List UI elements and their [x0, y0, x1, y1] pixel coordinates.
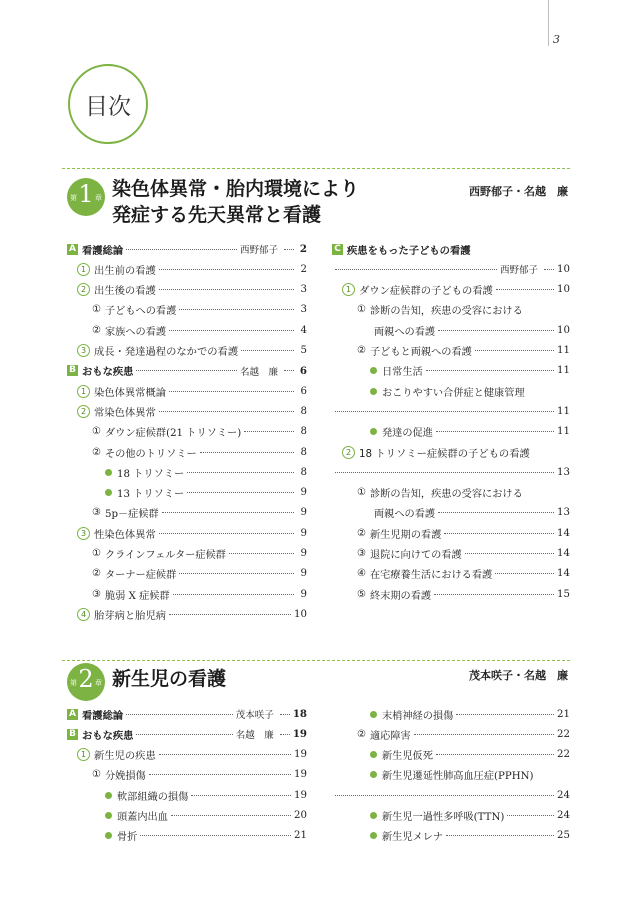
circled-number-badge: 1	[77, 748, 90, 761]
leader-dots	[335, 795, 554, 796]
toc-entry[interactable]	[67, 566, 307, 582]
chapter-2-badge	[67, 663, 105, 701]
entry-label: 疾患をもった子どもの看護	[347, 244, 471, 257]
chapter-1-rule	[62, 168, 570, 169]
item-number: ②	[92, 568, 101, 580]
entry-label: 看護総論	[82, 709, 124, 722]
leader-dots	[465, 553, 554, 554]
toc-entry[interactable]	[332, 787, 570, 803]
toc-entry[interactable]	[332, 322, 570, 338]
item-number: ②	[357, 345, 366, 356]
leader-dots	[475, 350, 554, 351]
circled-number-badge: 1	[77, 263, 90, 276]
bullet-dot-icon	[105, 489, 112, 496]
entry-page: 14	[557, 568, 570, 580]
entry-label: 脆弱 X 症候群	[104, 590, 170, 602]
entry-page: 8	[300, 466, 307, 478]
chapter-1-badge	[67, 178, 105, 216]
entry-label: 18 トリソミー	[117, 468, 185, 480]
entry-page: 15	[557, 588, 570, 600]
entry-label: おもな疾患	[82, 729, 134, 742]
chapter-1-authors: 西野郁子・名越 廉	[469, 185, 568, 198]
chapter-1	[62, 168, 572, 623]
leader-dots	[179, 573, 294, 574]
leader-dots	[187, 492, 294, 493]
bullet-dot-icon	[370, 771, 377, 778]
toc-entry[interactable]	[67, 726, 307, 742]
leader-dots	[284, 249, 294, 250]
toc-entry[interactable]	[332, 767, 570, 783]
bullet-dot-icon	[370, 388, 377, 395]
entry-page: 11	[557, 345, 570, 356]
entry-page: 9	[300, 507, 307, 519]
bullet-dot-icon	[370, 367, 377, 374]
leader-dots	[149, 774, 291, 775]
leader-dots	[495, 573, 554, 574]
leader-dots	[414, 734, 554, 735]
toc-entry[interactable]	[332, 808, 570, 824]
entry-label: 新生児遷延性肺高血圧症(PPHN)	[382, 771, 534, 783]
header-rule	[548, 0, 549, 46]
entry-label: おこりやすい合併症と健康管理	[382, 387, 525, 399]
leader-dots	[187, 472, 294, 473]
circled-number-badge: 3	[77, 527, 90, 540]
entry-page: 8	[300, 426, 307, 438]
toc-entry[interactable]	[67, 261, 307, 277]
toc-entry[interactable]	[332, 444, 570, 460]
toc-entry[interactable]	[332, 343, 570, 359]
toc-entry[interactable]	[67, 322, 307, 338]
section-letter-badge: C	[332, 244, 343, 255]
leader-dots	[191, 795, 291, 796]
toc-entry[interactable]	[332, 464, 570, 480]
toc-entry[interactable]	[67, 241, 307, 257]
leader-dots	[179, 309, 294, 310]
toc-entry[interactable]	[332, 828, 570, 844]
entry-page: 8	[300, 405, 307, 417]
section-letter-badge: A	[67, 244, 78, 255]
toc-entry[interactable]	[67, 424, 307, 440]
bullet-dot-icon	[370, 428, 377, 435]
toc-entry[interactable]	[67, 747, 307, 763]
toc-entry[interactable]	[332, 505, 570, 521]
toc-title-text: 目次	[85, 93, 131, 120]
section-letter-badge: B	[67, 365, 78, 376]
chapter-dai-label: 第	[70, 679, 77, 687]
leader-dots	[159, 411, 294, 412]
leader-dots	[544, 269, 554, 270]
entry-label: 新生児メレナ	[382, 832, 444, 844]
entry-label: 退院に向けての看護	[369, 550, 462, 561]
section-letter-badge: B	[67, 729, 78, 740]
leader-dots	[229, 553, 294, 554]
chapter-sho-label: 章	[95, 194, 102, 202]
entry-page: 13	[557, 466, 570, 478]
toc-entry[interactable]	[67, 828, 307, 844]
entry-page: 19	[294, 789, 307, 801]
bullet-dot-icon	[370, 751, 377, 758]
entry-label: クラインフェルター症候群	[104, 550, 226, 561]
entry-label: 13 トリソミー	[117, 489, 185, 501]
chapter-2-authors: 茂本咲子・名越 廉	[469, 669, 568, 682]
entry-label: 看護総論	[82, 244, 124, 257]
entry-page: 10	[294, 608, 307, 620]
bullet-dot-icon	[105, 792, 112, 799]
section-letter-badge: A	[67, 709, 78, 720]
entry-label: 診断の告知，疾患の受容における	[369, 489, 523, 501]
entry-page: 14	[557, 548, 570, 559]
entry-page: 24	[557, 789, 570, 801]
item-number: ⑤	[357, 588, 366, 600]
item-number: ②	[357, 728, 366, 740]
circled-number-badge: 2	[77, 283, 90, 296]
bullet-dot-icon	[370, 711, 377, 718]
item-number: ④	[357, 568, 366, 580]
toc-entry[interactable]	[67, 787, 307, 803]
item-number: ①	[92, 769, 101, 781]
entry-label: 分娩損傷	[104, 771, 146, 783]
toc-entry[interactable]	[67, 383, 307, 399]
entry-label: 頭蓋内出血	[117, 812, 168, 823]
leader-dots	[434, 594, 554, 595]
entry-page: 21	[294, 830, 307, 842]
chapter-title-line: 新生児の看護	[112, 668, 227, 690]
entry-label: 終末期の看護	[369, 590, 432, 602]
bullet-dot-icon	[370, 812, 377, 819]
leader-dots	[241, 350, 294, 351]
toc-entry[interactable]	[332, 302, 570, 318]
entry-page: 19	[294, 749, 307, 761]
entry-label: 両親への看護	[374, 509, 436, 521]
toc-entry[interactable]	[332, 363, 570, 379]
leader-dots	[438, 330, 554, 331]
leader-dots	[438, 512, 554, 513]
entry-label: 新生児期の看護	[369, 529, 442, 541]
toc-entry[interactable]	[67, 546, 307, 562]
entry-label: 日常生活	[382, 367, 423, 379]
item-number: ③	[92, 507, 101, 519]
entry-label: 適応障害	[369, 730, 411, 742]
entry-label: 家族への看護	[104, 326, 167, 338]
bullet-dot-icon	[105, 832, 112, 839]
entry-page: 22	[557, 728, 570, 740]
toc-entry[interactable]	[332, 566, 570, 582]
entry-label: 18 トリソミー症候群の子どもの看護	[359, 447, 530, 460]
chapter-1-title	[112, 176, 359, 228]
toc-entry[interactable]	[67, 444, 307, 460]
entry-label: 染色体異常概論	[94, 386, 167, 399]
toc-entry[interactable]	[332, 546, 570, 562]
entry-label: 常染色体異常	[94, 406, 156, 419]
entry-page: 24	[557, 810, 570, 821]
entry-label: 胎芽病と胎児病	[94, 609, 167, 622]
bullet-dot-icon	[105, 469, 112, 476]
entry-label: その他のトリソミー	[104, 448, 197, 460]
toc-entry[interactable]	[67, 586, 307, 602]
leader-dots	[169, 614, 291, 615]
entry-label: 性染色体異常	[94, 528, 156, 541]
chapter-title-line: 染色体異常・胎内環境により	[112, 178, 360, 200]
entry-label: 診断の告知，疾患の受容における	[369, 306, 523, 318]
toc-title	[68, 64, 148, 144]
entry-label: 軟部組織の損傷	[117, 791, 189, 803]
leader-dots	[171, 815, 291, 816]
entry-page: 21	[557, 708, 570, 720]
leader-dots	[335, 472, 554, 473]
entry-page: 10	[557, 284, 570, 296]
entry-page: 9	[300, 568, 307, 580]
toc-entry[interactable]	[67, 363, 307, 379]
entry-page: 6	[299, 364, 307, 377]
entry-page: 18	[292, 708, 307, 720]
leader-dots	[280, 734, 290, 735]
chapter-number: 1	[78, 180, 94, 208]
leader-dots	[159, 289, 294, 290]
toc-entry[interactable]	[67, 485, 307, 501]
entry-label: 新生児一過性多呼吸(TTN)	[382, 812, 505, 823]
leader-dots	[169, 391, 294, 392]
toc-entry[interactable]	[67, 808, 307, 824]
entry-label: ダウン症候群の子どもの看護	[359, 285, 493, 298]
entry-page: 2	[299, 243, 307, 255]
leader-dots	[426, 370, 554, 371]
leader-dots	[169, 330, 294, 331]
circled-number-badge: 1	[77, 385, 90, 398]
toc-entry[interactable]	[67, 343, 307, 359]
leader-dots	[126, 714, 233, 715]
entry-author: 西野郁子	[500, 265, 539, 277]
chapter-sho-label: 章	[95, 679, 102, 687]
entry-label: 在宅療養生活における看護	[369, 570, 493, 582]
circled-number-badge: 1	[342, 283, 355, 296]
entry-page: 11	[557, 405, 570, 417]
entry-page: 14	[557, 527, 570, 539]
chapter-title-line: 発症する先天異常と看護	[112, 204, 322, 226]
entry-author: 名越 廉	[235, 730, 274, 742]
item-number: ①	[92, 426, 101, 438]
toc-entry[interactable]	[332, 403, 570, 419]
leader-dots	[136, 370, 237, 371]
chapter-2-rule	[62, 660, 570, 661]
leader-dots	[162, 512, 294, 513]
item-number: ②	[92, 324, 101, 336]
circled-number-badge: 3	[77, 344, 90, 357]
toc-entry[interactable]	[332, 485, 570, 501]
entry-label: 子どもへの看護	[104, 306, 177, 318]
leader-dots	[244, 431, 294, 432]
chapter-dai-label: 第	[70, 194, 77, 202]
leader-dots	[444, 533, 554, 534]
toc-entry[interactable]	[67, 706, 307, 722]
leader-dots	[173, 594, 294, 595]
entry-page: 2	[300, 263, 307, 275]
item-number: ②	[357, 527, 366, 539]
entry-label: 骨折	[117, 832, 138, 844]
entry-label: 出生前の看護	[94, 264, 156, 277]
leader-dots	[507, 815, 554, 816]
entry-page: 4	[300, 324, 307, 336]
bullet-dot-icon	[105, 812, 112, 819]
item-number: ①	[92, 304, 101, 316]
entry-label: 子どもと両親への看護	[369, 347, 472, 358]
leader-dots	[126, 249, 237, 250]
entry-page: 25	[557, 830, 570, 842]
item-number: ③	[92, 588, 101, 600]
entry-page: 8	[300, 446, 307, 458]
circled-number-badge: 4	[77, 608, 90, 621]
toc-entry[interactable]	[67, 302, 307, 318]
entry-label: 新生児仮死	[382, 751, 433, 763]
entry-page: 19	[294, 769, 307, 781]
toc-entry[interactable]	[67, 606, 307, 622]
leader-dots	[159, 754, 291, 755]
leader-dots	[335, 411, 554, 412]
entry-page: 9	[300, 588, 307, 600]
leader-dots	[140, 835, 291, 836]
leader-dots	[436, 754, 554, 755]
chapter-2-title	[112, 666, 226, 692]
toc-entry[interactable]	[67, 767, 307, 783]
toc-entry[interactable]	[67, 282, 307, 298]
entry-page: 6	[300, 385, 307, 397]
leader-dots	[200, 452, 294, 453]
item-number: ①	[357, 304, 366, 316]
toc-entry[interactable]	[332, 261, 570, 277]
entry-author: 西野郁子	[239, 245, 278, 256]
entry-label: 新生児の疾患	[94, 750, 156, 763]
leader-dots	[446, 835, 554, 836]
toc-entry[interactable]	[67, 525, 307, 541]
item-number: ①	[357, 487, 366, 499]
bullet-dot-icon	[370, 832, 377, 839]
toc-entry[interactable]	[332, 282, 570, 298]
toc-entry[interactable]	[332, 747, 570, 763]
leader-dots	[335, 269, 497, 270]
entry-label: おもな疾患	[82, 366, 134, 379]
entry-page: 11	[557, 426, 570, 438]
leader-dots	[159, 533, 294, 534]
entry-page: 13	[557, 507, 570, 519]
entry-page: 3	[300, 284, 307, 296]
entry-page: 20	[294, 810, 307, 821]
entry-page: 9	[300, 527, 307, 539]
entry-page: 9	[300, 548, 307, 559]
entry-page: 22	[557, 749, 570, 761]
chapter-number: 2	[78, 665, 94, 693]
toc-entry[interactable]	[332, 424, 570, 440]
entry-page: 3	[300, 304, 307, 316]
toc-entry[interactable]	[332, 241, 570, 257]
entry-author: 茂本咲子	[235, 710, 274, 721]
toc-entry[interactable]	[332, 726, 570, 742]
entry-label: 成長・発達過程のなかでの看護	[94, 346, 239, 358]
entry-label: 両親への看護	[374, 326, 436, 338]
toc-entry[interactable]	[332, 525, 570, 541]
entry-label: 出生後の看護	[94, 285, 156, 298]
entry-label: 5p－症候群	[104, 509, 159, 521]
entry-label: 発達の促進	[382, 428, 433, 440]
entry-label: ターナー症候群	[104, 570, 177, 582]
toc-entry[interactable]	[67, 464, 307, 480]
item-number: ②	[92, 446, 101, 458]
circled-number-badge: 2	[342, 446, 355, 459]
entry-page: 9	[300, 487, 307, 499]
entry-author: 名越 廉	[239, 366, 278, 378]
toc-entry[interactable]	[332, 586, 570, 602]
entry-label: ダウン症候群(21 トリソミー)	[104, 428, 242, 440]
leader-dots	[136, 734, 232, 735]
leader-dots	[284, 370, 294, 371]
leader-dots	[456, 714, 554, 715]
leader-dots	[496, 289, 554, 290]
page-number: 3	[553, 33, 560, 46]
toc-entry[interactable]	[67, 505, 307, 521]
leader-dots	[280, 714, 290, 715]
toc-entry[interactable]	[332, 383, 570, 399]
item-number: ③	[357, 548, 366, 559]
entry-page: 11	[557, 365, 570, 377]
toc-entry[interactable]	[332, 706, 570, 722]
entry-label: 末梢神経の損傷	[382, 710, 454, 722]
entry-page: 10	[557, 263, 570, 275]
circled-number-badge: 2	[77, 405, 90, 418]
entry-page: 10	[557, 324, 570, 336]
item-number: ①	[92, 548, 101, 559]
chapter-2	[62, 660, 572, 850]
leader-dots	[159, 269, 294, 270]
toc-entry[interactable]	[67, 403, 307, 419]
leader-dots	[436, 431, 554, 432]
entry-page: 5	[300, 345, 307, 356]
entry-page: 19	[292, 728, 307, 741]
